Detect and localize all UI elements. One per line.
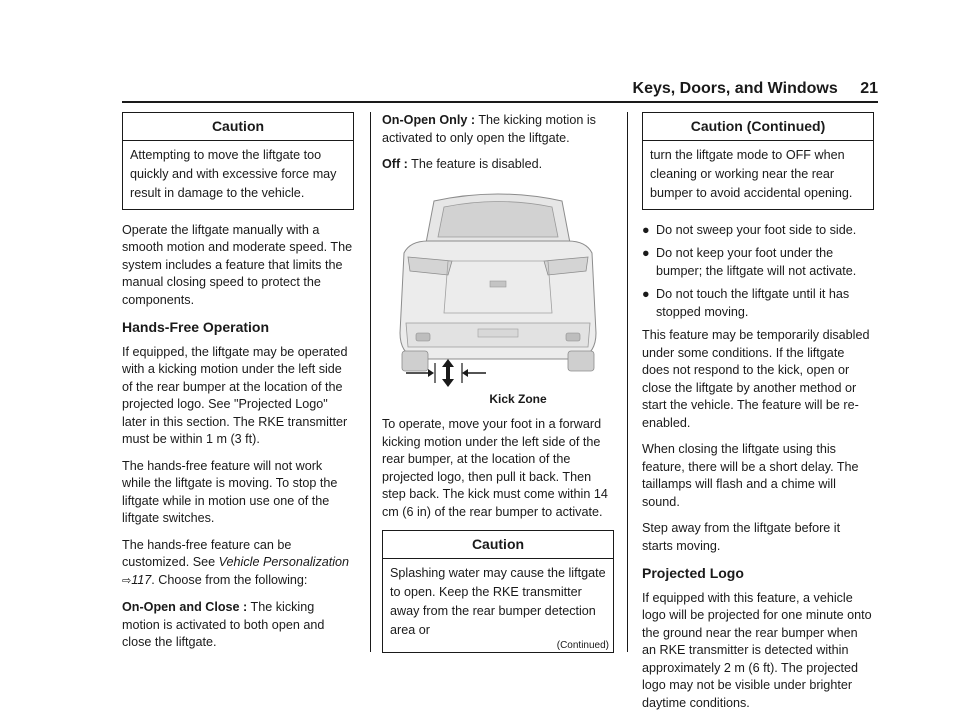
option-open-close bbox=[122, 599, 354, 652]
page-reference-number[interactable]: 117 bbox=[131, 572, 152, 587]
bullet-text: Do not keep your foot under the bumper; the liftgate will not activate. bbox=[656, 246, 857, 278]
option-open-only bbox=[382, 112, 614, 147]
continued-label: (Continued) bbox=[556, 639, 609, 651]
list-item bbox=[642, 286, 874, 321]
paragraph-step-away: Step away from the liftgate before it starts moving. bbox=[642, 521, 841, 553]
paragraph-projected-logo: If equipped with this feature, a vehicle logo will be projected for one minute onto the ground near the rear bumper when an RKE transmitter is detected within approximately 2 m (6 ft). The projected logo may not be visible under brighter daytime conditions. bbox=[642, 590, 872, 710]
list-item bbox=[642, 245, 874, 280]
header-rule bbox=[122, 101, 878, 103]
caution-text: turn the liftgate mode to OFF when cleaning or working near the rear bumper to avoid accidental opening. bbox=[650, 147, 853, 200]
column-3 bbox=[642, 112, 874, 721]
page-header bbox=[122, 80, 878, 98]
column-divider-1 bbox=[370, 112, 371, 652]
caution-box-continued bbox=[642, 112, 874, 210]
option-open-close-label: On-Open and Close : bbox=[122, 600, 248, 614]
customize-text-b: . Choose from the following: bbox=[151, 572, 308, 587]
caution-title: Caution (Continued) bbox=[643, 113, 873, 141]
option-open-only-label: On-Open Only : bbox=[382, 113, 476, 127]
page-reference-icon: ⇨ bbox=[122, 574, 132, 587]
list-item bbox=[642, 222, 874, 240]
caution-text: Attempting to move the liftgate too quickly and with excessive force may result in damage to the vehicle. bbox=[130, 147, 337, 200]
paragraph-closing: When closing the liftgate using this feature, there will be a short delay. The taillamps will flash and a chime will sound. bbox=[642, 442, 859, 509]
column-1 bbox=[122, 112, 354, 661]
option-off bbox=[382, 156, 614, 174]
option-off-text: The feature is disabled. bbox=[407, 157, 543, 171]
vehicle-personalization-link[interactable]: Vehicle Personalization bbox=[218, 555, 350, 569]
column-2 bbox=[382, 112, 614, 665]
caution-text: Splashing water may cause the liftgate to open. Keep the RKE transmitter away from the rear bumper detection area or bbox=[390, 565, 606, 637]
bullet-dot-icon: ● bbox=[642, 287, 650, 301]
caution-title: Caution bbox=[123, 113, 353, 141]
kick-zone-figure bbox=[382, 183, 614, 391]
option-open-close-text: The kicking motion is activated to both open and close the liftgate. bbox=[122, 600, 325, 649]
customize-text-a: The hands-free feature can be customized. See bbox=[122, 537, 292, 569]
figure-caption: Kick Zone bbox=[489, 391, 547, 406]
paragraph-operate-kick: To operate, move your foot in a forward kicking motion under the left side of the rear bumper, at the location of the projected logo, then pull it back. Then step back. The kick must come within 14 cm (6 in) of the rear bumper to activate. bbox=[382, 417, 608, 519]
bullet-dot-icon: ● bbox=[642, 246, 650, 260]
section-title: Keys, Doors, and Windows bbox=[632, 80, 838, 97]
bullet-dot-icon: ● bbox=[642, 222, 650, 237]
caution-box-splash bbox=[382, 530, 614, 653]
caution-box bbox=[122, 112, 354, 210]
option-off-label: Off : bbox=[382, 157, 408, 171]
vehicle-rear-illustration bbox=[382, 183, 614, 391]
option-open-only-text: The kicking motion is activated to only open the liftgate. bbox=[382, 113, 596, 145]
paragraph-customize bbox=[122, 537, 354, 591]
caution-title: Caution bbox=[383, 531, 613, 559]
bullet-text: Do not sweep your foot side to side. bbox=[656, 222, 857, 237]
paragraph-equipped: If equipped, the liftgate may be operated with a kicking motion under the left side of the rear bumper at the location of the projected logo. See "Projected Logo" later in this section. The RKE transmitter must be within 1 m (3 ft). bbox=[122, 344, 348, 446]
column-divider-2 bbox=[627, 112, 628, 652]
bullet-text: Do not touch the liftgate until it has stopped moving. bbox=[656, 287, 850, 319]
paragraph-disabled: This feature may be temporarily disabled under some conditions. If the liftgate does not respond to the kick, open or close the liftgate by another method or start the vehicle. The feature will be re-enabled. bbox=[642, 328, 870, 430]
heading-hands-free: Hands-Free Operation bbox=[122, 319, 270, 335]
paragraph-not-work: The hands-free feature will not work while the liftgate is moving. To stop the liftgate while in motion use one of the liftgate switches. bbox=[122, 458, 338, 525]
heading-projected-logo: Projected Logo bbox=[642, 565, 744, 581]
page-number: 21 bbox=[860, 80, 878, 97]
paragraph-operate: Operate the liftgate manually with a smooth motion and moderate speed. The system includes a feature that limits the manual closing speed to protect the components. bbox=[122, 222, 353, 307]
